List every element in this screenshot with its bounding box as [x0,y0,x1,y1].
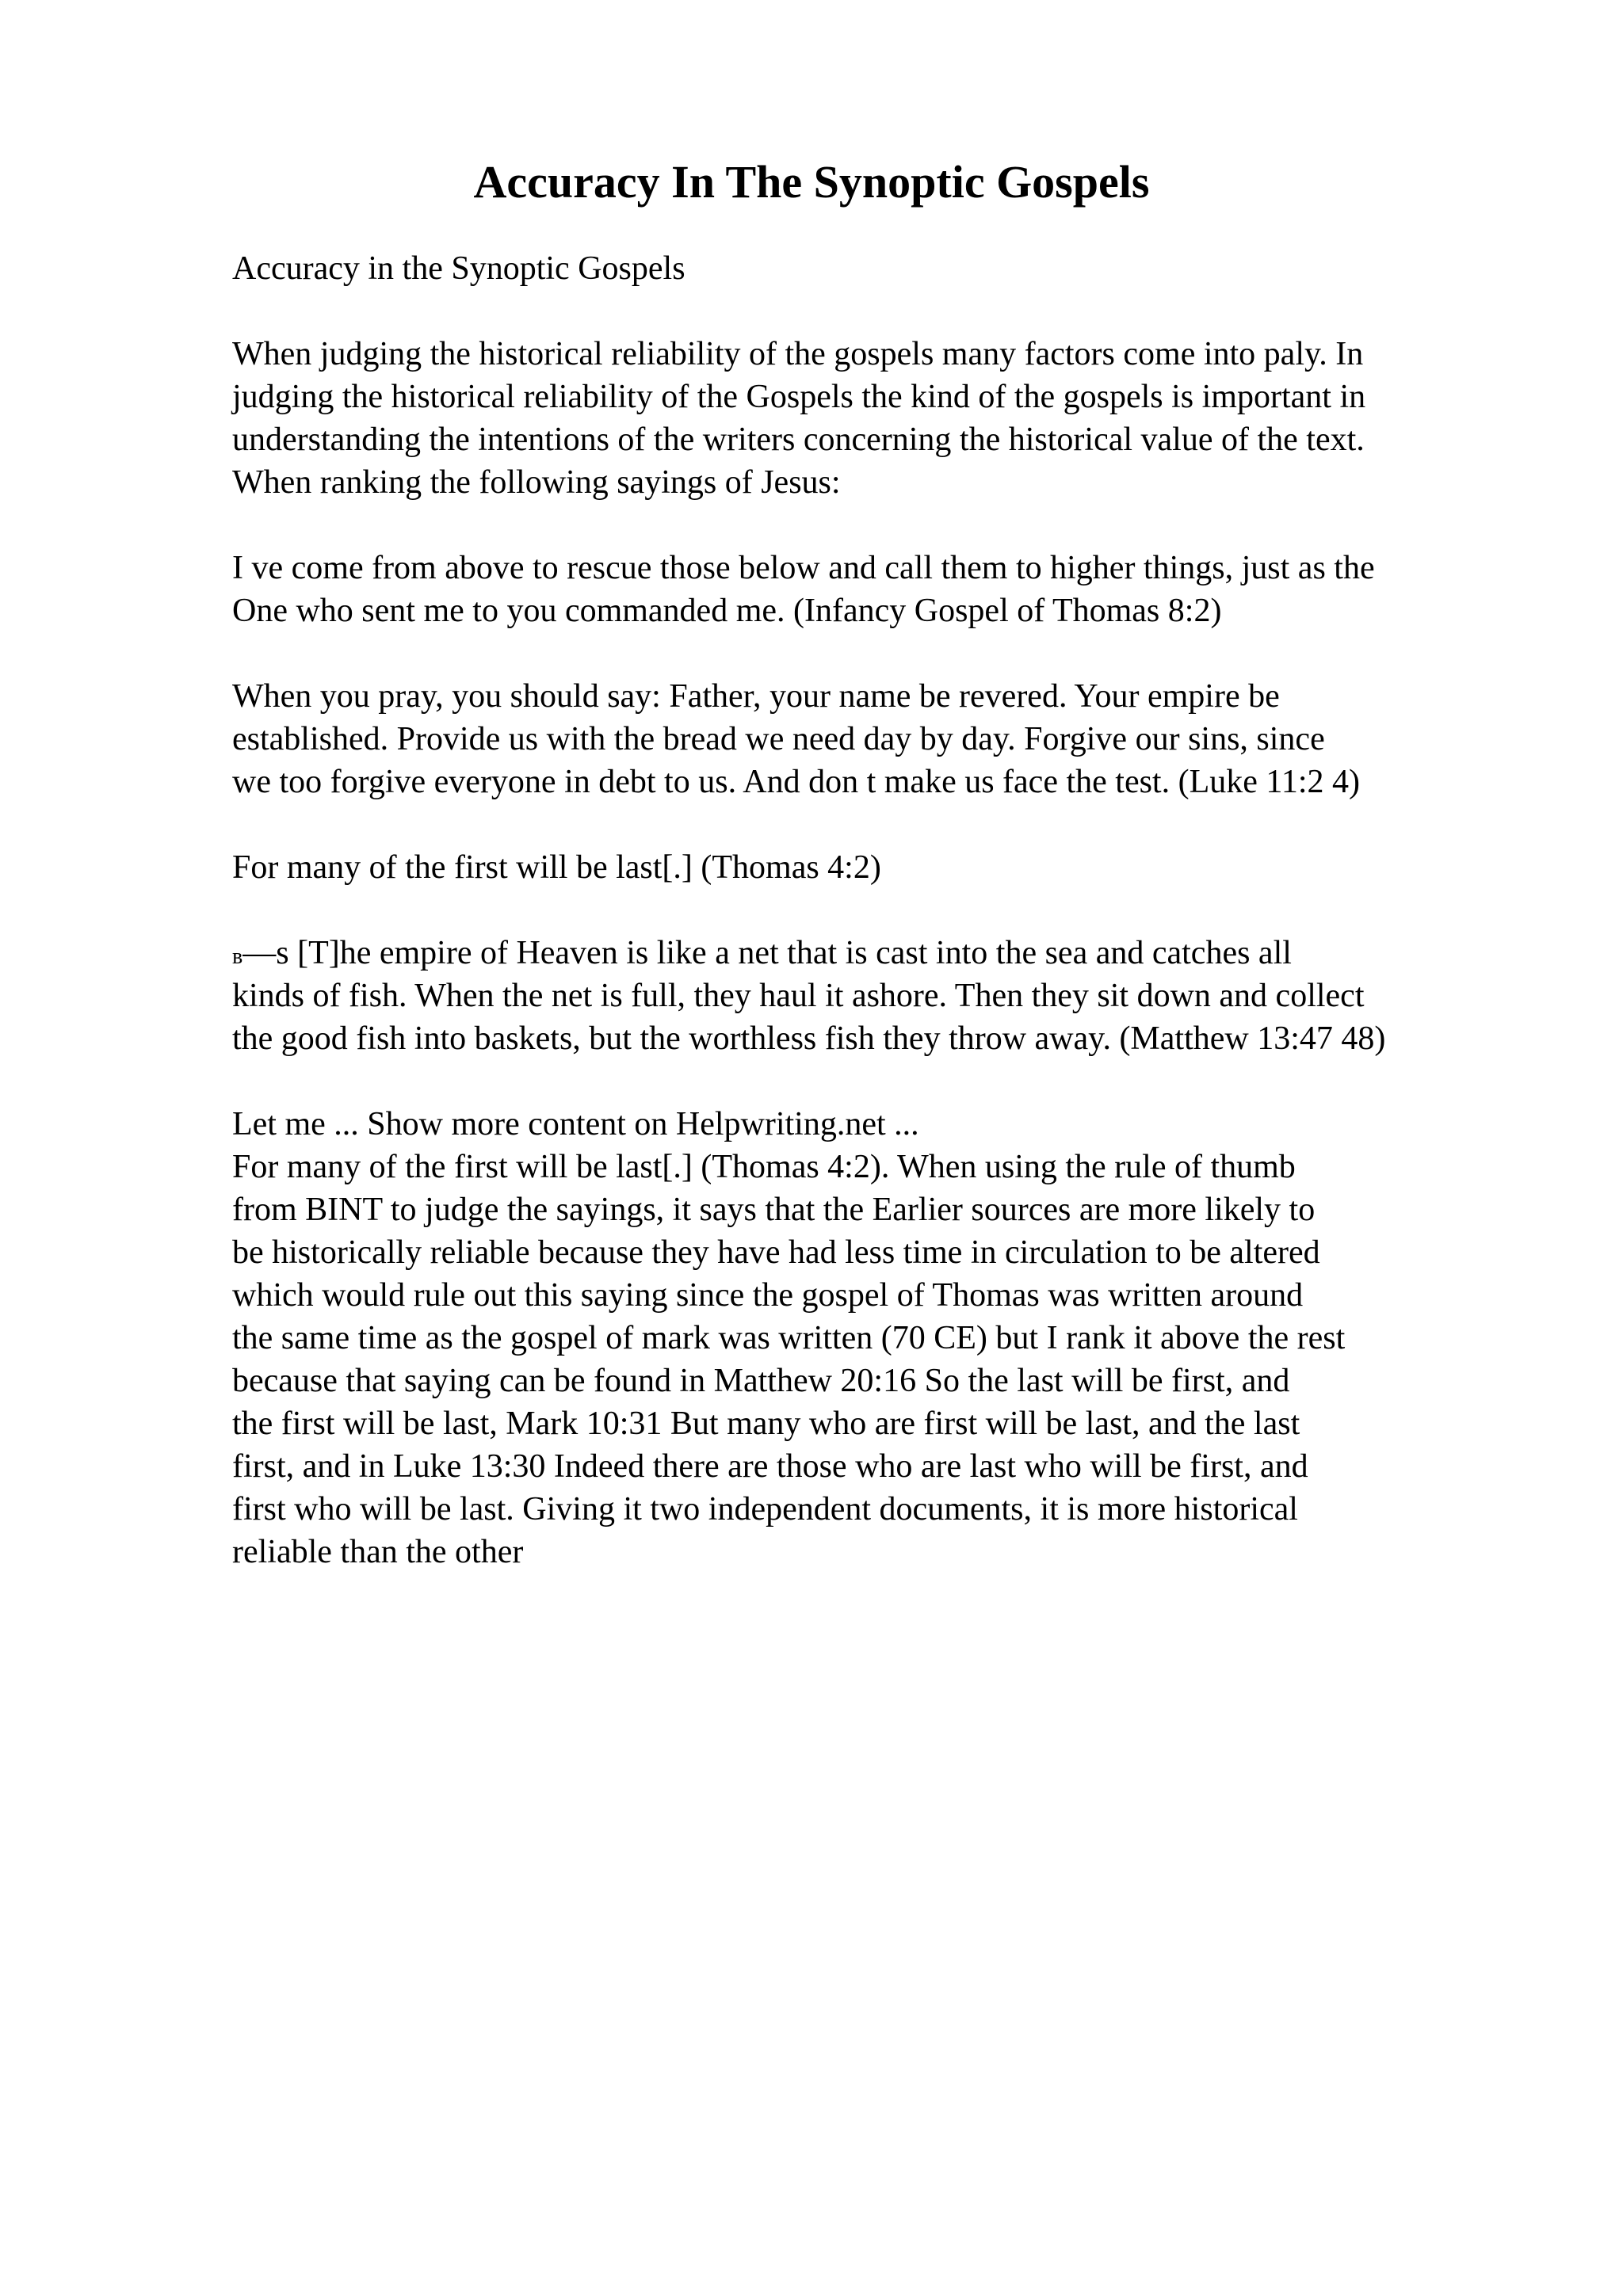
text-fragment: —s [T]he empire of Heaven is like a net that is cast into the sea and catches all [242,935,1292,971]
text-line: which would rule out this saying since the gospel of Thomas was written around [232,1277,1304,1314]
quote-matthew [232,932,1595,1060]
quote-infancy-thomas [232,547,1595,632]
document-body [232,247,1595,1573]
text-line: first, and in Luke 13:30 Indeed there are those who are last who will be first, and [232,1448,1308,1485]
text-line: reliable than the other [232,1534,524,1570]
document-title: Accuracy In The Synoptic Gospels [473,156,1150,208]
text-line: kinds of fish. When the net is full, they haul it ashore. Then they sit down and collect [232,978,1365,1014]
paragraph-gap [232,1060,1595,1103]
paragraph-gap [232,290,1595,333]
text-line: we too forgive everyone in debt to us. And don t make us face the test. (Luke 11:2 4) [232,764,1360,800]
text-line: the good fish into baskets, but the worthless fish they throw away. (Matthew 13:47 48) [232,1020,1386,1057]
text-line: I ve come from above to rescue those below and call them to higher things, just as the [232,550,1375,586]
intro-paragraph [232,333,1595,504]
text-line: be historically reliable because they have had less time in circulation to be altered [232,1234,1320,1271]
paragraph-gap [232,632,1595,675]
quote-thomas [232,846,1595,889]
text-line: Let me ... Show more content on Helpwriting.net ... [232,1106,919,1142]
text-line: When judging the historical reliability of the gospels many factors come into paly. In [232,336,1364,372]
text-line: the same time as the gospel of mark was written (70 CE) but I rank it above the rest [232,1320,1346,1356]
text-line: because that saying can be found in Matthew 20:16 So the last will be first, and [232,1363,1290,1399]
final-paragraph [232,1103,1595,1573]
text-line: For many of the first will be last[.] (Thomas 4:2). When using the rule of thumb [232,1149,1296,1185]
text-line: understanding the intentions of the writers concerning the historical value of the text. [232,421,1365,458]
document-subtitle: Accuracy in the Synoptic Gospels [232,250,685,287]
quote-luke [232,675,1595,803]
text-line [232,932,1595,974]
paragraph-gap [232,803,1595,846]
text-line: the first will be last, Mark 10:31 But many who are first will be last, and the last [232,1405,1300,1442]
text-line: When you pray, you should say: Father, your name be revered. Your empire be [232,678,1280,715]
text-line: One who sent me to you commanded me. (Infancy Gospel of Thomas 8:2) [232,593,1222,629]
text-line: When ranking the following sayings of Jesus: [232,464,841,501]
paragraph-gap [232,889,1595,932]
text-line: judging the historical reliability of the Gospels the kind of the gospels is important in [232,379,1366,415]
quote-prefix: в [232,944,243,969]
text-line: established. Provide us with the bread we need day by day. Forgive our sins, since [232,721,1325,757]
text-line: from BINT to judge the sayings, it says that the Earlier sources are more likely to [232,1192,1316,1228]
text-line: first who will be last. Giving it two independent documents, it is more historical [232,1491,1298,1527]
paragraph-gap [232,504,1595,547]
text-line: For many of the first will be last[.] (Thomas 4:2) [232,849,881,886]
